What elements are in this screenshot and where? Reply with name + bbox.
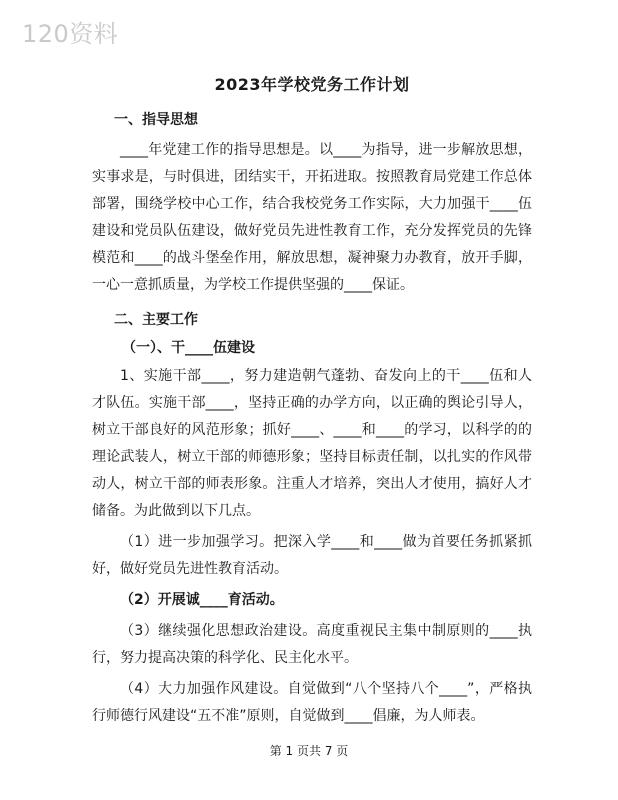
point-1-paragraph: （1）进一步加强学习。把深入学____和____做为首要任务抓紧抓好，做好党员先进性教育活动。: [92, 534, 532, 577]
page-title: 2023年学校党务工作计划: [214, 75, 410, 94]
section-heading-main-work: 二、主要工作: [114, 312, 198, 328]
point-2-paragraph: （2）开展诚____育活动。: [120, 592, 284, 608]
point-4-paragraph: （4）大力加强作风建设。自觉做到“八个坚持八个____”，严格执行师德行风建设“五不准”原则，自觉做到____倡廉，为人师表。: [92, 681, 532, 724]
section-heading-guiding-ideology: 一、指导思想: [114, 112, 198, 128]
item-1-paragraph: 1、实施干部____，努力建造朝气蓬勃、奋发向上的干____伍和人才队伍。实施干部____，坚持正确的办学方向，以正确的舆论引导人，树立干部良好的风范形象；抓好____、____和____的学习，以科学的的理论武装人，树立干部的师德形象；坚持目标责任制，以扎实的作风带动人，树立干部的师表形象。注重人才培养，突出人才使用，搞好人才储备。为此做到以下几点。: [92, 368, 532, 519]
document-page: [92, 72, 532, 734]
subsection-heading-cadre: （一）、干____伍建设: [122, 340, 255, 356]
guiding-ideology-paragraph: ____年党建工作的指导思想是。以____为指导，进一步解放思想，实事求是，与时俱进，团结实干，开拓进取。按照教育局党建工作总体部署，围绕学校中心工作，结合我校党务工作实际，大力加强干____伍建设和党员队伍建设，做好党员先进性教育工作，充分发挥党员的先锋模范和____的战斗堡垒作用，解放思想，凝神聚力办教育，放开手脚，一心一意抓质量，为学校工作提供坚强的____保证。: [92, 142, 532, 293]
point-3-paragraph: （3）继续强化思想政治建设。高度重视民主集中制原则的____执行，努力提高决策的科学化、民主化水平。: [92, 623, 532, 666]
page-footer: 第 1 页共 7 页: [269, 744, 349, 758]
watermark-logo: 120资料: [22, 20, 119, 48]
